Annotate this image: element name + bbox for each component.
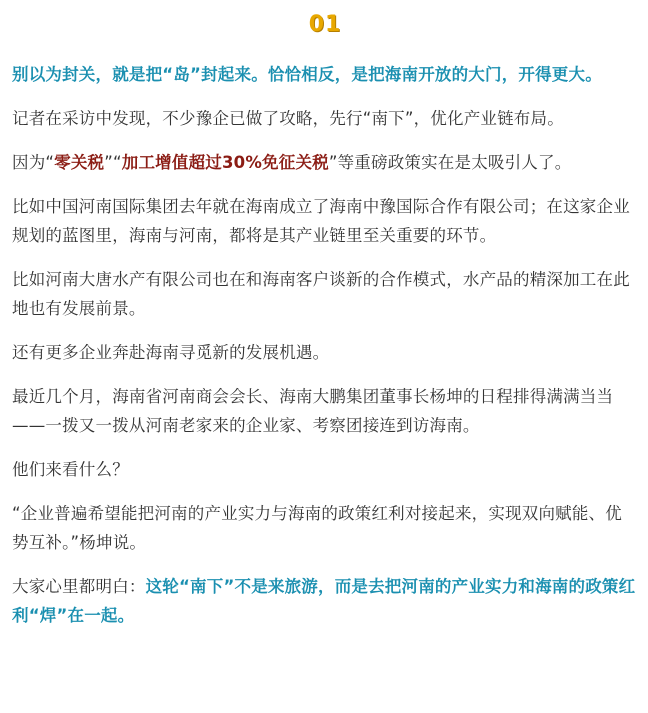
paragraph-4: 比如中国河南国际集团去年就在海南成立了海南中豫国际合作有限公司；在这家企业规划的蓝图里，海南与河南，都将是其产业链里至关重要的环节。	[12, 197, 630, 245]
paragraph-2: 记者在采访中发现，不少豫企已做了攻略，先行“南下”，优化产业链布局。	[12, 109, 564, 128]
paragraph-5: 比如河南大唐水产有限公司也在和海南客户谈新的合作模式，水产品的精深加工在此地也有发展前景。	[12, 270, 630, 318]
paragraph-8: 他们来看什么？	[12, 460, 129, 479]
closing-highlight: 这轮“南下”不是来旅游，而是去把河南的产业实力和海南的政策红利“焊”在一起。	[12, 577, 636, 625]
highlight-value-added-exemption: 加工增值超过30%免征关税	[121, 153, 329, 172]
paragraph-3-post: ”等重磅政策实在是太吸引人了。	[328, 153, 572, 172]
section-number: 01	[308, 12, 342, 37]
highlight-zero-tariff: 零关税	[54, 153, 105, 172]
paragraph-7: 最近几个月，海南省河南商会会长、海南大鹏集团董事长杨坤的日程排得满满当当——一拨又一拨从河南老家来的企业家、考察团接连到访海南。	[12, 387, 614, 435]
paragraph-3	[12, 148, 638, 177]
paragraph-10	[12, 572, 638, 630]
paragraph-10-pre: 大家心里都明白：	[12, 577, 146, 596]
paragraph-3-pre: 因为“	[12, 153, 55, 172]
paragraph-3-mid: ”“	[104, 153, 122, 172]
lead-paragraph: 别以为封关，就是把“岛”封起来。恰恰相反，是把海南开放的大门，开得更大。	[12, 65, 602, 84]
paragraph-9: “企业普遍希望能把河南的产业实力与海南的政策红利对接起来，实现双向赋能、优势互补。”杨坤说。	[12, 504, 622, 552]
paragraph-6: 还有更多企业奔赴海南寻觅新的发展机遇。	[12, 343, 330, 362]
